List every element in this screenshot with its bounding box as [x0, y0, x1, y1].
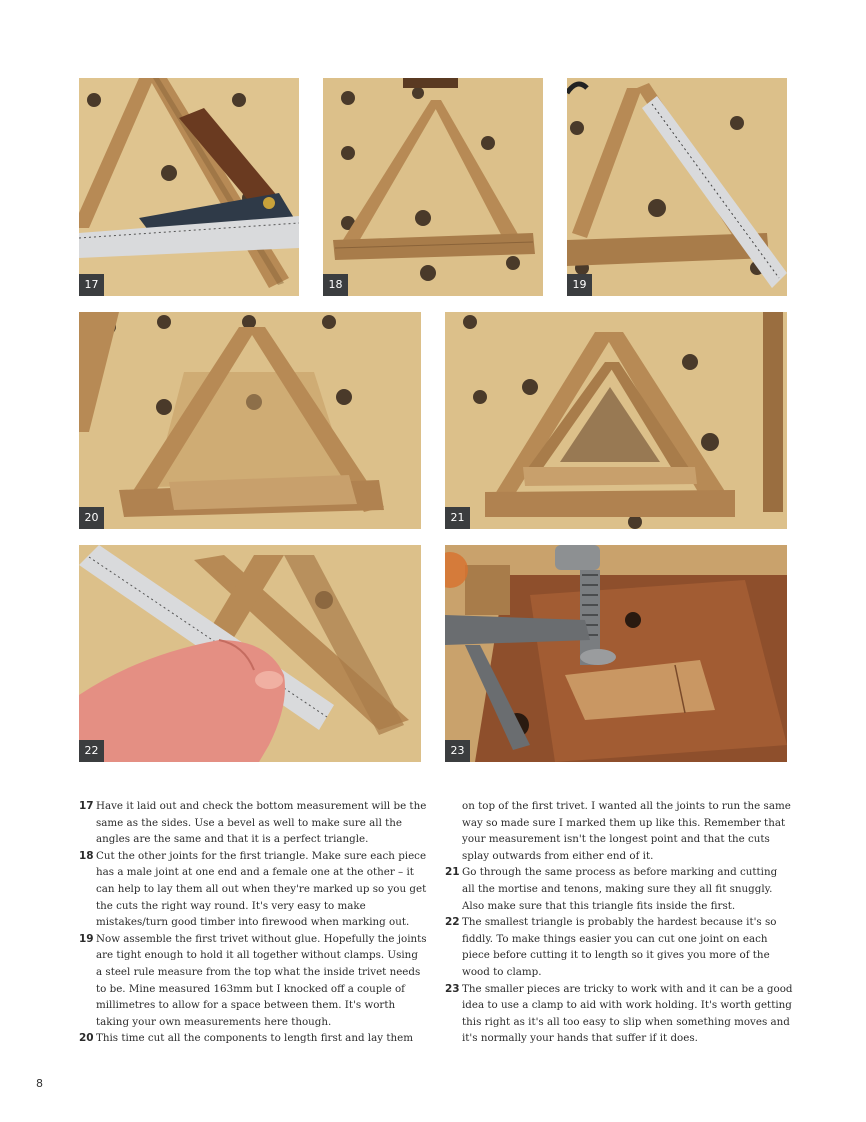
- photo-number-badge: 17: [79, 274, 104, 296]
- photo-22: [79, 545, 421, 762]
- photo-23-image: [445, 545, 787, 762]
- photo-number-badge: 19: [567, 274, 592, 296]
- step-20-continuation: on top of the first trivet. I wanted all the joints to run the same way so made sure I marked them up like this. Remember that your measurement isn't the longest point and that the cuts splay outwards from either end of it.: [462, 800, 791, 862]
- step-17: 17 Have it laid out and check the bottom measurement will be the same as the sides. Use a bevel as well to make sure all the angles are the same and that it is a perfect triangle.: [79, 800, 427, 846]
- step-23: 23 The smaller pieces are tricky to work with and it can be a good idea to use a clamp to aid with work holding. It's worth getting this right as it's all too easy to slip when something moves and it's normally your hands that suffer if it does.: [445, 982, 793, 1045]
- step-19: 19 Now assemble the first trivet without glue. Hopefully the joints are tight enough to hold it all together without clamps. Using a steel rule measure from the top what the inside trivet needs to be. Mine measured 163mm but I knocked off a couple of millimetres to allow for a space between them. It's worth taking your own measurements here though.: [79, 932, 427, 1028]
- photo-number-badge: 21: [445, 507, 470, 529]
- photo-number-badge: 23: [445, 740, 470, 762]
- photo-22-image: [79, 545, 421, 762]
- page-number: 8: [36, 1077, 43, 1090]
- photo-number-badge: 22: [79, 740, 104, 762]
- step-20: 20 This time cut all the components to length first and lay them: [79, 1032, 413, 1045]
- photo-23: [445, 545, 787, 762]
- step-18: 18 Cut the other joints for the first triangle. Make sure each piece has a male joint at one end and a female one at the other – it can help to lay them all out when they're marked up so you get the cuts the right way round. It's very easy to make mistakes/turn good timber into firewood when marking out.: [79, 849, 427, 929]
- photo-21-image: [445, 312, 787, 529]
- photo-18-image: [323, 78, 543, 296]
- instructions-left-column: [79, 798, 427, 1047]
- photo-19-image: [567, 78, 787, 296]
- step-22: 22 The smallest triangle is probably the hardest because it's so fiddly. To make things easier you can cut one joint on each piece before cutting it to length so it gives you more of the wood to clamp.: [445, 916, 777, 978]
- photo-17: [79, 78, 299, 296]
- step-21: 21 Go through the same process as before marking and cutting all the mortise and tenons, making sure they all fit snuggly. Also make sure that this triangle fits inside the first.: [445, 866, 778, 912]
- photo-20-image: [79, 312, 421, 529]
- instructions-right-column: [445, 798, 793, 1047]
- photo-20: [79, 312, 421, 529]
- photo-18: [323, 78, 543, 296]
- photo-number-badge: 20: [79, 507, 104, 529]
- photo-21: [445, 312, 787, 529]
- photo-17-image: [79, 78, 299, 296]
- photo-19: [567, 78, 787, 296]
- photo-number-badge: 18: [323, 274, 348, 296]
